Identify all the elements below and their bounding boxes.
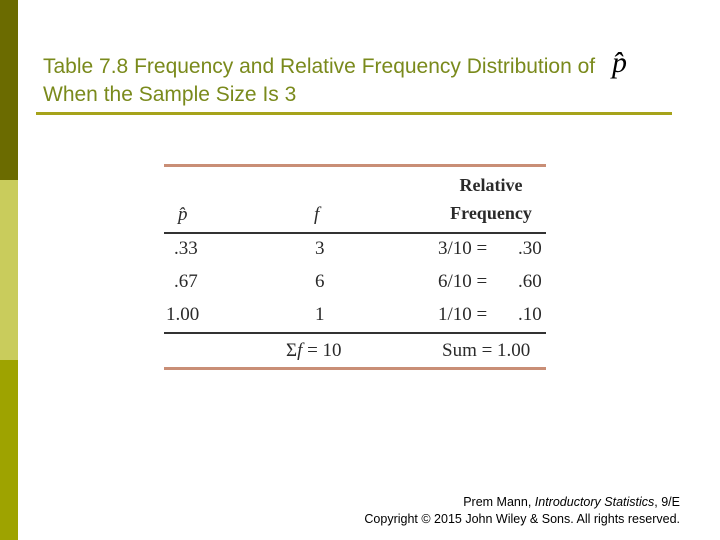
row1-fraction: 3/10 =: [438, 238, 488, 259]
row1-relative: .30: [518, 238, 542, 259]
frequency-table: [164, 164, 546, 370]
header-f: f: [314, 204, 320, 225]
slide-title-line1: Table 7.8 Frequency and Relative Frequency Distribution of: [43, 55, 596, 78]
header-frequency: Frequency: [450, 203, 532, 223]
header-p-hat: p̂: [178, 204, 188, 225]
row1-f: 3: [315, 238, 325, 259]
header-relative: Relative: [459, 175, 523, 195]
table-bottom-rule: [164, 367, 546, 370]
sidebar-middle-band: [0, 180, 18, 360]
row3-f: 1: [315, 304, 325, 325]
row2-fraction: 6/10 =: [438, 271, 488, 292]
header-rule: [164, 232, 546, 234]
row1-p-hat: .33: [174, 238, 198, 259]
slide-title-line2: When the Sample Size Is 3: [43, 83, 297, 106]
citation-footer: [364, 494, 680, 528]
row2-p-hat: .67: [174, 271, 198, 292]
row2-relative: .60: [518, 271, 542, 292]
totals-rule: [164, 332, 546, 334]
sum-f-value: = 10: [302, 340, 342, 361]
citation-book-title: Introductory Statistics: [534, 495, 655, 509]
row3-relative: .10: [518, 304, 542, 325]
citation-book: [364, 494, 680, 511]
title-p-hat-symbol: p̂: [612, 46, 627, 79]
copyright-notice: Copyright © 2015 John Wiley & Sons. All rights reserved.: [364, 512, 680, 526]
slide-title: [43, 53, 703, 109]
table-top-rule: [164, 164, 546, 167]
sum-f-variable: f: [297, 340, 303, 361]
row3-p-hat: 1.00: [166, 304, 200, 325]
title-underline: [36, 112, 672, 115]
sum-f: [286, 340, 342, 362]
sigma-symbol: Σ: [286, 340, 298, 361]
sidebar-bottom-band: [0, 360, 18, 540]
row2-f: 6: [315, 271, 325, 292]
sum-relative: Sum = 1.00: [442, 340, 531, 361]
row3-fraction: 1/10 =: [438, 304, 488, 325]
sidebar-top-band: [0, 0, 18, 180]
citation-author: Prem Mann,: [463, 495, 535, 509]
citation-edition: , 9/E: [654, 495, 680, 509]
